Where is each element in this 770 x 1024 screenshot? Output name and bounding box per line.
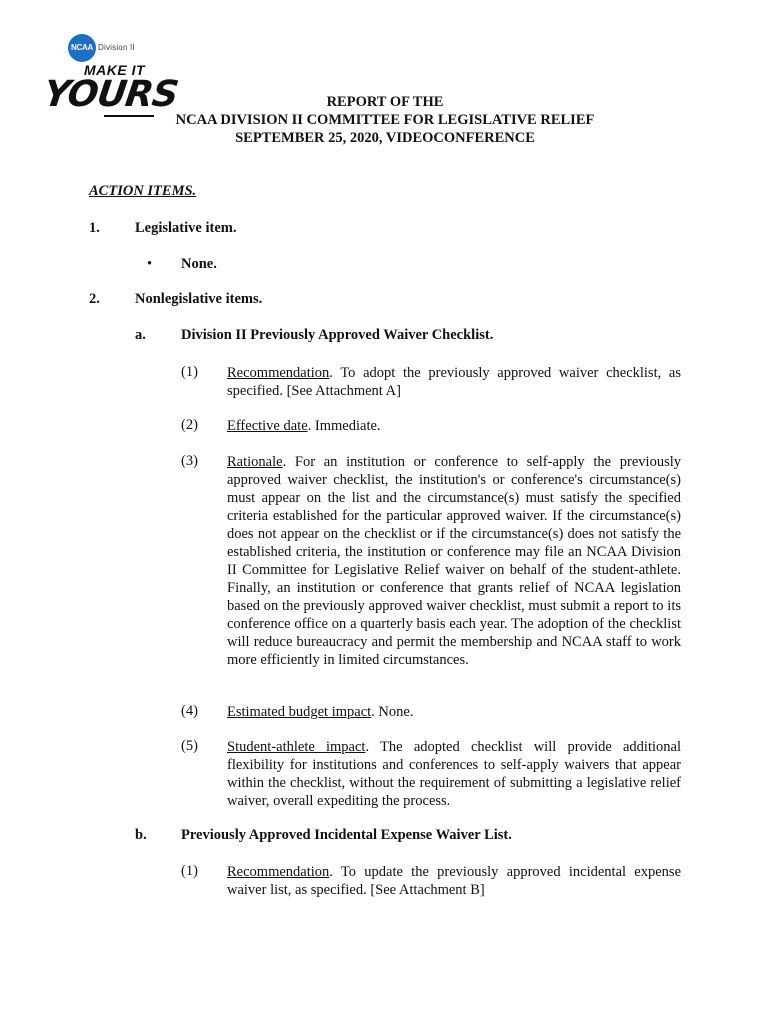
sub-a-student-athlete-impact-paragraph: [227, 738, 681, 810]
report-title-line3: SEPTEMBER 25, 2020, VIDEOCONFERENCE: [235, 130, 535, 146]
sub-a-p4-text: . None.: [371, 704, 414, 720]
section-heading-punct: .: [192, 183, 197, 199]
section-heading-text: ACTION ITEMS: [89, 183, 193, 199]
sub-a-p4-term: Estimated budget impact: [227, 704, 372, 720]
sub-a-recommendation-paragraph: [227, 364, 681, 400]
sub-b-p1-number: (1): [181, 863, 198, 879]
sub-a-rationale-paragraph: [227, 453, 681, 669]
sub-a-p1-text: . To adopt the previously approved waiver checklist, as specified. [See Attachment A]: [227, 365, 681, 399]
sub-b-title: Previously Approved Incidental Expense Waiver List.: [181, 827, 512, 843]
sub-b-p1-term: Recommendation: [227, 864, 330, 880]
sub-a-p3-number: (3): [181, 453, 198, 469]
sub-a-p2-term: Effective date: [227, 418, 308, 434]
sub-a-title: Division II Previously Approved Waiver Checklist.: [181, 327, 494, 343]
sub-a-p1-number: (1): [181, 364, 198, 380]
logo-make-it-text: MAKE IT: [84, 62, 146, 78]
report-title-line2: NCAA DIVISION II COMMITTEE FOR LEGISLATIVE RELIEF: [175, 112, 595, 128]
sub-a-p3-term: Rationale: [227, 454, 283, 470]
sub-a-effective-date-paragraph: [227, 417, 681, 435]
logo-yours-text: YOURS: [41, 74, 181, 115]
logo-division-text: Division II: [98, 43, 135, 52]
report-title-line1: REPORT OF THE: [326, 94, 444, 110]
item-2-label: Nonlegislative items.: [135, 291, 263, 307]
ncaa-disc-logo: NCAA: [68, 34, 96, 62]
sub-b-p1-text: . To update the previously approved incidental expense waiver list, as specified. [See Attachment B]: [227, 864, 681, 898]
item-1-label: Legislative item.: [135, 220, 237, 236]
item-1-number: 1.: [89, 220, 100, 236]
sub-a-p1-term: Recommendation: [227, 365, 330, 381]
section-heading: [89, 183, 196, 200]
item-1-bullet-text: None.: [181, 256, 217, 272]
bullet-icon: •: [147, 256, 153, 272]
sub-a-p4-number: (4): [181, 703, 198, 719]
sub-a-p2-number: (2): [181, 417, 198, 433]
sub-a-letter: a.: [135, 327, 146, 343]
sub-b-letter: b.: [135, 827, 147, 843]
sub-a-budget-impact-paragraph: [227, 703, 681, 721]
sub-a-p3-text: . For an institution or conference to self-apply the previously approved waiver checklist, the institution's or conference's circumstance(s) must appear on the list and the circumstance(s) must satisfy the specified criteria established for the particular approved waiver. If the circumstance(s) does not appear on the checklist or if the circumstance(s) does not satisfy the established criteria, the institution or conference may file an NCAA Division II Committee for Legislative Relief waiver on behalf of the student-athlete. Finally, an institution or conference that grants relief of NCAA legislation based on the previously approved waiver checklist, must submit a report to its conference office on a quarterly basis each year. The adoption of the checklist will reduce bureaucracy and permit the membership and NCAA staff to work more efficiently in limited circumstances.: [227, 454, 681, 668]
sub-b-recommendation-paragraph: [227, 863, 681, 899]
sub-a-p5-number: (5): [181, 738, 198, 754]
sub-a-p5-text: . The adopted checklist will provide additional flexibility for institutions and conferences to self-apply waivers that appear within the checklist, without the requirement of submitting a legislative relief waiver, overall expediting the process.: [227, 739, 681, 809]
sub-a-p5-term: Student-athlete impact: [227, 739, 366, 755]
item-2-number: 2.: [89, 291, 100, 307]
sub-a-p2-text: . Immediate.: [307, 418, 381, 434]
